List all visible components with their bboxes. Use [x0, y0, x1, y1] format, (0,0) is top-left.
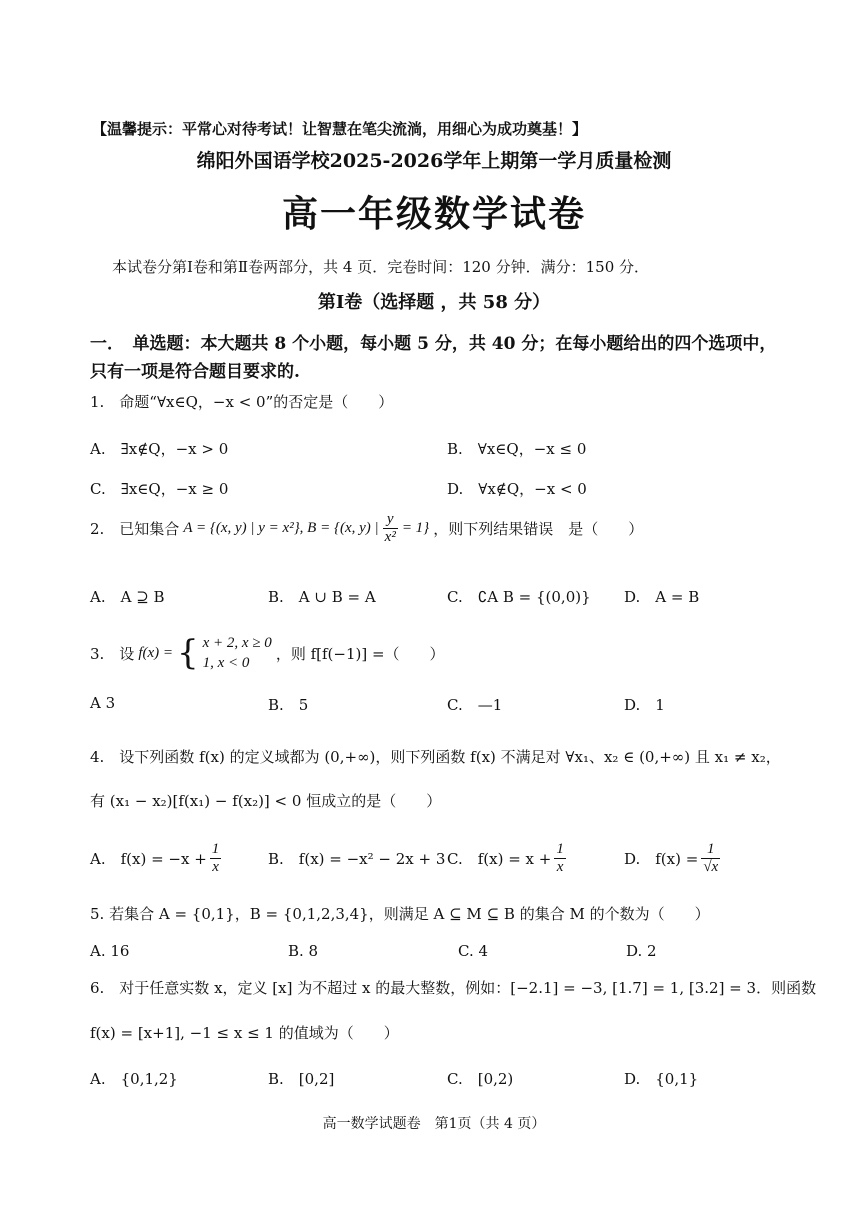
q3-case-1: x + 2, x ≥ 0: [202, 634, 272, 651]
q4-option-d: [624, 834, 720, 882]
q5-option-c: C. 4: [458, 942, 489, 960]
section-heading-line2: 只有一项是符合题目要求的.: [90, 362, 300, 382]
q4-option-a: [90, 836, 221, 880]
q4-option-a-numerator: 1: [211, 841, 220, 857]
q3-brace: {: [177, 633, 199, 673]
q2-tail: ，则下列结果错误 是（ ）: [433, 519, 644, 538]
q3-tail: ，则 f[f(−1)] =（ ）: [275, 644, 445, 663]
q3-case-2: 1, x < 0: [202, 655, 250, 671]
q6-option-b: B. [0,2]: [268, 1070, 335, 1088]
q1-option-b: B. ∀x∈Q，−x ≤ 0: [447, 440, 587, 458]
q4-option-a-fraction: [210, 841, 222, 875]
q1-option-a: A. ∃x∉Q，−x > 0: [90, 440, 229, 458]
section-heading-line1: 一． 单选题：本大题共 8 个小题，每小题 5 分，共 40 分；在每小题给出的四个选项中，: [90, 334, 777, 354]
volume-heading: 第Ⅰ卷（选择题 ，共 58 分）: [317, 292, 551, 313]
page-title: 高一年级数学试卷: [281, 193, 586, 235]
q4-option-c-fraction: [554, 841, 566, 875]
q3-option-c: C. —1: [447, 696, 503, 714]
q4-option-c-numerator: 1: [556, 841, 564, 857]
q3-option-d: D. 1: [624, 696, 665, 714]
q2-fraction-numerator: y: [383, 511, 398, 529]
q5-stem: 5. 若集合 A = {0,1}，B = {0,1,2,3,4}，则满足 A ⊆ M ⊆ B 的集合 M 的个数为（ ）: [90, 905, 710, 923]
q4-option-c-denominator: x: [556, 858, 564, 875]
warm-tip: 【温馨提示：平常心对待考试！让智慧在笔尖流淌，用细心为成功奠基！】: [92, 120, 588, 138]
q2-fraction: [383, 511, 398, 545]
q2-option-a: A. A ⊇ B: [90, 588, 165, 606]
q1-option-c: C. ∃x∈Q，−x ≥ 0: [90, 480, 229, 498]
q6-option-a: A. {0,1,2}: [90, 1070, 178, 1088]
q4-option-d-denominator: √x: [703, 858, 719, 875]
q2-stem: [90, 508, 643, 548]
q4-option-d-numerator: 1: [701, 841, 720, 859]
q4-option-a-expr: A. f(x) = −x +: [90, 849, 207, 868]
q2-set-definition: A = {(x, y) | y = x²}, B = {(x, y) |: [183, 519, 379, 536]
q4-option-a-denominator: x: [212, 858, 219, 875]
q1-option-d: D. ∀x∉Q，−x < 0: [447, 480, 587, 498]
q5-option-b: B. 8: [288, 942, 319, 960]
q6-stem-line2: f(x) = [x+1], −1 ≤ x ≤ 1 的值域为（ ）: [90, 1024, 399, 1042]
q6-option-c: C. [0,2): [447, 1070, 514, 1088]
q3-cases: [203, 633, 272, 674]
q3-option-b: B. 5: [268, 696, 309, 714]
q4-option-d-expr: D. f(x) =: [624, 849, 699, 868]
q5-option-a: A. 16: [90, 942, 130, 960]
q4-stem-line1: 4. 设下列函数 f(x) 的定义域都为 (0,+∞)，则下列函数 f(x) 不满足对 ∀x₁、x₂ ∈ (0,+∞) 且 x₁ ≠ x₂，: [90, 748, 781, 766]
q2-option-d: D. A = B: [624, 588, 700, 606]
q1-stem: 1. 命题“∀x∈Q，−x < 0”的否定是（ ）: [90, 393, 394, 411]
q4-option-d-fraction: [701, 841, 720, 875]
q4-option-c-expr: C. f(x) = x +: [447, 849, 552, 868]
q4-option-c: [447, 836, 566, 880]
q2-number: 2. 已知集合: [90, 519, 180, 538]
q2-option-c: C. ∁A B = {(0,0)}: [447, 588, 591, 606]
exam-intro: 本试卷分第Ⅰ卷和第Ⅱ卷两部分，共 4 页．完卷时间：120 分钟．满分：150 分．: [112, 258, 650, 276]
q4-stem-line2: 有 (x₁ − x₂)[f(x₁) − f(x₂)] < 0 恒成立的是（ ）: [90, 792, 442, 810]
q2-option-b: B. A ∪ B = A: [268, 588, 376, 606]
q6-option-d: D. {0,1}: [624, 1070, 699, 1088]
q5-option-d: D. 2: [626, 942, 657, 960]
q4-option-b: B. f(x) = −x² − 2x + 3: [268, 850, 446, 868]
q2-fraction-denominator: x²: [384, 528, 396, 545]
q3-function: f(x) =: [138, 644, 173, 661]
q3-option-a: A 3: [90, 694, 116, 712]
school-header: 绵阳外国语学校2025-2026学年上期第一学月质量检测: [196, 150, 672, 172]
page-footer: 高一数学试题卷 第1页（共 4 页）: [322, 1116, 546, 1132]
q2-set-end: = 1}: [401, 519, 430, 536]
q3-stem: [90, 628, 445, 678]
q6-stem-line1: 6. 对于任意实数 x，定义 [x] 为不超过 x 的最大整数，例如：[−2.1] = −3, [1.7] = 1, [3.2] = 3．则函数: [90, 979, 817, 997]
q3-number: 3. 设: [90, 644, 135, 663]
